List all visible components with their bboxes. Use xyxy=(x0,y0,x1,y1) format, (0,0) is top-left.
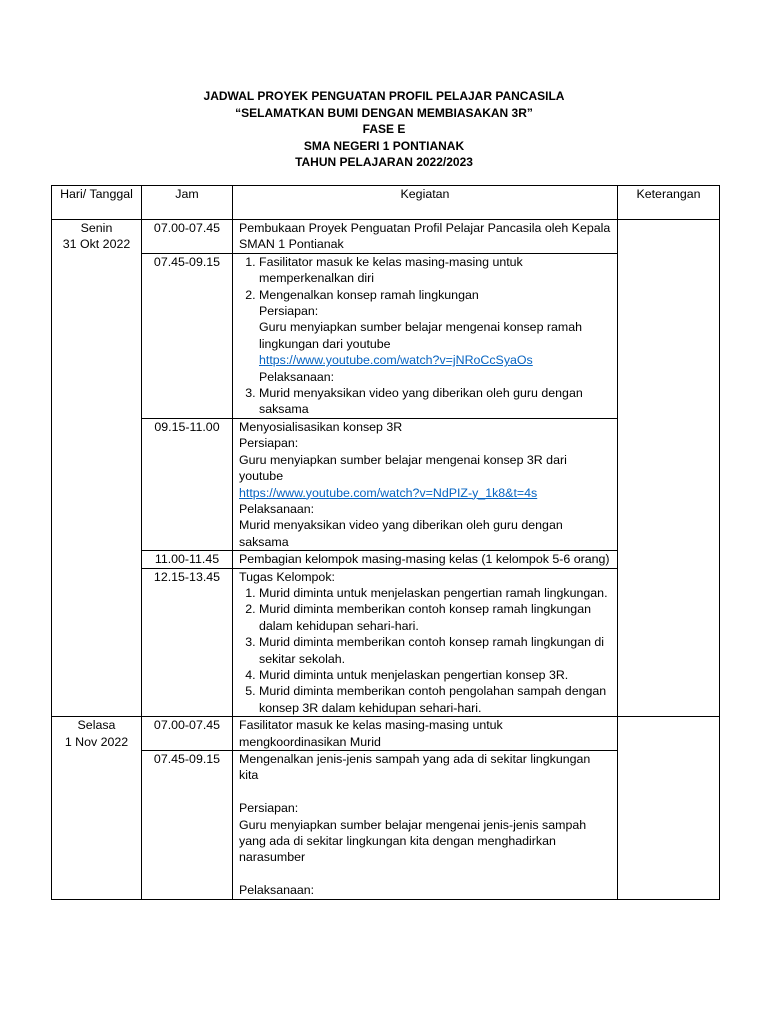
table-row xyxy=(52,717,720,751)
list-item: 2. Murid diminta memberikan contoh konsep ramah lingkungan dalam kehidupan sehari-hari. xyxy=(259,601,611,634)
activity-cell: Pembukaan Proyek Penguatan Profil Pelajar Pancasila oleh Kepala SMAN 1 Pontianak xyxy=(233,220,618,254)
list-item: 5. Murid diminta memberikan contoh pengolahan sampah dengan konsep 3R dalam kehidupan sehari-hari. xyxy=(259,683,611,716)
activity-cell xyxy=(233,418,618,550)
time-cell: 11.00-11.45 xyxy=(142,551,233,568)
task-list xyxy=(239,585,611,716)
activity-list xyxy=(239,254,611,303)
activity-cell xyxy=(233,751,618,900)
day-date: 1 Nov 2022 xyxy=(64,734,129,749)
time-cell: 07.45-09.15 xyxy=(142,253,233,418)
header-title: JADWAL PROYEK PENGUATAN PROFIL PELAJAR PANCASILA xyxy=(203,89,565,103)
time-cell: 09.15-11.00 xyxy=(142,418,233,550)
column-header-kegiatan: Kegiatan xyxy=(233,186,618,220)
remarks-cell xyxy=(618,220,720,717)
youtube-link[interactable]: https://www.youtube.com/watch?v=NdPIZ-y_1k8&t=4s xyxy=(239,485,538,500)
execution-label: Pelaksanaan: xyxy=(259,369,335,384)
list-item: 1. Murid diminta untuk menjelaskan pengertian ramah lingkungan. xyxy=(259,585,611,601)
remarks-cell xyxy=(618,717,720,899)
time-cell: 07.00-07.45 xyxy=(142,220,233,254)
column-header-hari: Hari/ Tanggal xyxy=(52,186,142,220)
document-header xyxy=(0,88,768,171)
table-row xyxy=(52,220,720,254)
day-cell xyxy=(52,220,142,717)
activity-cell: Fasilitator masuk ke kelas masing-masing untuk mengkoordinasikan Murid xyxy=(233,717,618,751)
list-item: 4. Murid diminta untuk menjelaskan pengertian konsep 3R. xyxy=(259,667,611,683)
table-header-row xyxy=(52,186,720,220)
activity-title: Menyosialisasikan konsep 3R xyxy=(239,419,403,434)
activity-cell: Pembagian kelompok masing-masing kelas (1 kelompok 5-6 orang) xyxy=(233,551,618,568)
execution-label: Pelaksanaan: xyxy=(239,501,315,516)
schedule-table xyxy=(51,185,720,900)
activity-title: Tugas Kelompok: xyxy=(239,569,335,584)
column-header-keterangan: Keterangan xyxy=(618,186,720,220)
youtube-link[interactable]: https://www.youtube.com/watch?v=jNRoCcSyaOs xyxy=(259,353,533,368)
preparation-label: Persiapan: xyxy=(239,801,299,816)
time-cell: 07.45-09.15 xyxy=(142,751,233,900)
preparation-text: Guru menyiapkan sumber belajar mengenai konsep 3R dari youtube xyxy=(239,452,567,484)
preparation-text: Guru menyiapkan sumber belajar mengenai jenis-jenis sampah yang ada di sekitar lingkungan kita dengan menghadirkan narasumber xyxy=(239,817,587,865)
activity-cell xyxy=(233,253,618,418)
header-phase: FASE E xyxy=(362,122,406,136)
activity-cell xyxy=(233,568,618,717)
preparation-label: Persiapan: xyxy=(239,436,299,451)
day-cell xyxy=(52,717,142,899)
activity-list xyxy=(239,385,611,418)
list-item: 3. Murid diminta memberikan contoh konsep ramah lingkungan di sekitar sekolah. xyxy=(259,634,611,667)
day-date: 31 Okt 2022 xyxy=(62,237,131,252)
list-item: 1. Fasilitator masuk ke kelas masing-masing untuk memperkenalkan diri xyxy=(259,254,611,287)
list-item: 2. Mengenalkan konsep ramah lingkungan xyxy=(259,287,611,303)
header-school: SMA NEGERI 1 PONTIANAK xyxy=(303,138,465,153)
list-item: 3. Murid menyaksikan video yang diberikan oleh guru dengan saksama xyxy=(259,385,611,418)
day-name: Senin xyxy=(80,221,113,235)
time-cell: 12.15-13.45 xyxy=(142,568,233,717)
execution-text: Murid menyaksikan video yang diberikan oleh guru dengan saksama xyxy=(239,518,563,549)
header-theme: “SELAMATKAN BUMI DENGAN MEMBIASAKAN 3R” xyxy=(235,105,533,120)
column-header-jam: Jam xyxy=(142,186,233,220)
execution-label: Pelaksanaan: xyxy=(239,883,315,898)
header-year: TAHUN PELAJARAN 2022/2023 xyxy=(295,155,473,169)
activity-title: Mengenalkan jenis-jenis sampah yang ada di sekitar lingkungan kita xyxy=(239,752,591,783)
preparation-text: Guru menyiapkan sumber belajar mengenai konsep ramah lingkungan dari youtube xyxy=(259,320,583,351)
day-name: Selasa xyxy=(77,718,116,733)
time-cell: 07.00-07.45 xyxy=(142,717,233,751)
preparation-label: Persiapan: xyxy=(259,304,319,319)
